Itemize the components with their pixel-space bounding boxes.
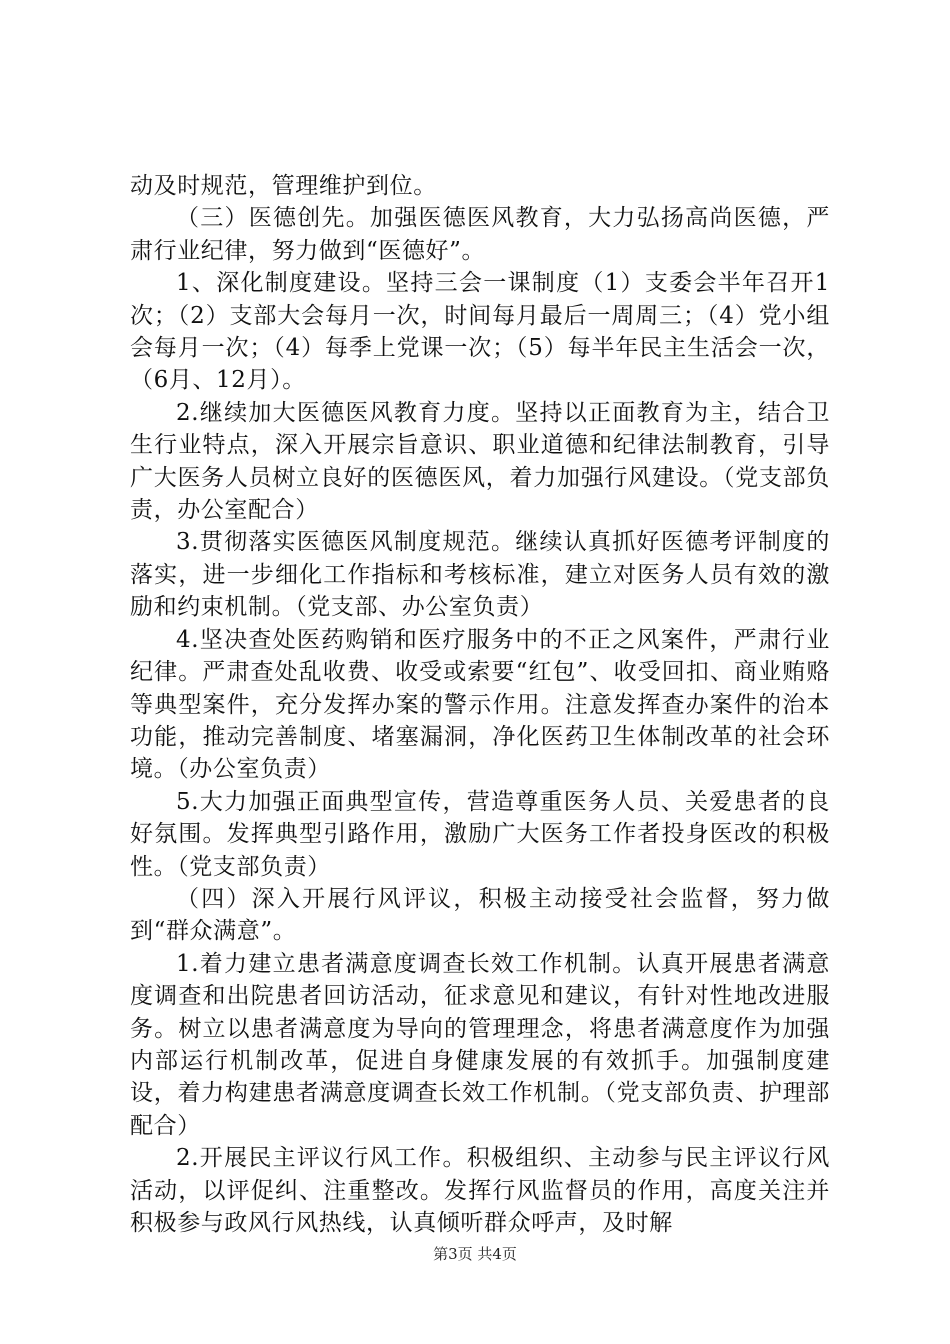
paragraph-4: 2.继续加大医德医风教育力度。坚持以正面教育为主，结合卫生行业特点，深入开展宗旨意识、职业道德和纪律法制教育，引导广大医务人员树立良好的医德医风，着力加强行风建设。（党支部负责，办公室配合） [130,399,830,524]
document-body [130,170,830,1239]
paragraph-7: 5.大力加强正面典型宣传，营造尊重医务人员、关爱患者的良好氛围。发挥典型引路作用，激励广大医务工作者投身医改的积极性。（党支部负责） [130,788,830,880]
page-number-label: 第3页 共4页 [433,1245,517,1263]
paragraph-6: 4.坚决查处医药购销和医疗服务中的不正之风案件，严肃行业纪律。严肃查处乱收费、收受或索要“红包”、收受回扣、商业贿赂等典型案件，充分发挥办案的警示作用。注意发挥查办案件的治本功能，推动完善制度、堵塞漏洞，净化医药卫生体制改革的社会环境。（办公室负责） [130,626,830,783]
paragraph-10: 2.开展民主评议行风工作。积极组织、主动参与民主评议行风活动，以评促纠、注重整改。发挥行风监督员的作用，高度关注并积极参与政风行风热线，认真倾听群众呼声，及时解 [130,1145,830,1236]
page-footer [0,1244,950,1264]
paragraph-3: 1、深化制度建设。坚持三会一课制度（1）支委会半年召开1次；（2）支部大会每月一次，时间每月最后一周周三；（4）党小组会每月一次；（4）每季上党课一次；（5）每半年民主生活会一次，（6月、12月）。 [130,270,830,394]
paragraph-9: 1.着力建立患者满意度调查长效工作机制。认真开展患者满意度调查和出院患者回访活动，征求意见和建议，有针对性地改进服务。树立以患者满意度为导向的管理理念，将患者满意度作为加强内部运行机制改革，促进自身健康发展的有效抓手。加强制度建设，着力构建患者满意度调查长效工作机制。（党支部负责、护理部配合） [130,950,830,1139]
paragraph-1: 动及时规范，管理维护到位。 [130,173,437,199]
paragraph-2: （三）医德创先。加强医德医风教育，大力弘扬高尚医德，严肃行业纪律，努力做到“医德好”。 [130,205,830,264]
paragraph-5: 3.贯彻落实医德医风制度规范。继续认真抓好医德考评制度的落实，进一步细化工作指标和考核标准，建立对医务人员有效的激励和约束机制。（党支部、办公室负责） [130,529,830,621]
paragraph-8: （四）深入开展行风评议，积极主动接受社会监督，努力做到“群众满意”。 [130,885,830,945]
